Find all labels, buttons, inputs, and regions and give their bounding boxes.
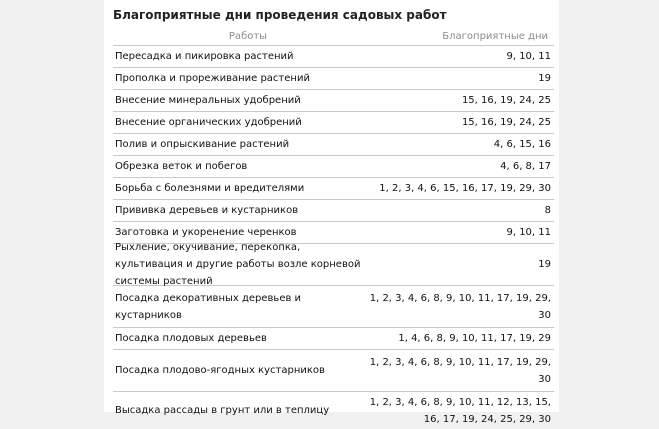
table-header [113,28,554,45]
work-cell: Посадка плодовых деревьев [115,333,267,344]
days-cell: 19 [538,259,551,270]
days-cell: 1, 2, 3, 4, 6, 8, 9, 10, 11, 17, 19, 29, 30 [369,356,551,385]
table-row [113,243,554,285]
days-cell: 1, 2, 3, 4, 6, 8, 9, 10, 11, 17, 19, 29, 30 [369,292,551,321]
table-row [113,391,554,429]
table-row [113,327,554,349]
work-cell: Посадка декоративных деревьев и кустарников [115,292,302,321]
table-row [113,133,554,155]
days-cell: 1, 4, 6, 8, 9, 10, 11, 17, 19, 29 [398,333,551,344]
table-row [113,67,554,89]
days-cell: 15, 16, 19, 24, 25 [461,117,551,128]
work-cell: Борьба с болезнями и вредителями [115,183,305,194]
table-title: Благоприятные дни проведения садовых работ [113,8,447,22]
days-cell: 19 [538,73,551,84]
table-row [113,45,554,67]
work-cell: Высадка рассады в грунт или в теплицу [115,405,330,416]
article-panel [104,0,559,425]
days-cell: 8 [544,205,551,216]
work-cell: Внесение минеральных удобрений [115,95,301,106]
days-cell: 1, 2, 3, 4, 6, 15, 16, 17, 19, 29, 30 [379,183,551,194]
work-cell: Пересадка и пикировка растений [115,51,294,62]
work-cell: Рыхление, окучивание, перекопка, культивация и другие работы возле корневой системы растений [115,242,361,287]
days-cell: 4, 6, 8, 17 [500,161,551,172]
work-cell: Внесение органических удобрений [115,117,302,128]
table-row [113,349,554,391]
table-row [113,285,554,327]
table-row [113,111,554,133]
work-cell: Прополка и прореживание растений [115,73,310,84]
favorable-days-table [113,28,554,429]
days-cell: 9, 10, 11 [506,227,551,238]
column-header-days: Благоприятные дни [442,31,548,42]
table-row [113,177,554,199]
days-cell: 15, 16, 19, 24, 25 [461,95,551,106]
work-cell: Посадка плодово-ягодных кустарников [115,365,325,376]
days-cell: 1, 2, 3, 4, 6, 8, 9, 10, 11, 12, 13, 15, 16, 17, 19, 24, 25, 29, 30 [369,396,551,425]
work-cell: Полив и опрыскивание растений [115,139,290,150]
table-row [113,155,554,177]
days-cell: 4, 6, 15, 16 [493,139,551,150]
work-cell: Заготовка и укоренение черенков [115,227,297,238]
column-header-work: Работы [228,31,268,42]
days-cell: 9, 10, 11 [506,51,551,62]
table-row [113,89,554,111]
table-row [113,199,554,221]
work-cell: Прививка деревьев и кустарников [115,205,299,216]
work-cell: Обрезка веток и побегов [115,161,248,172]
